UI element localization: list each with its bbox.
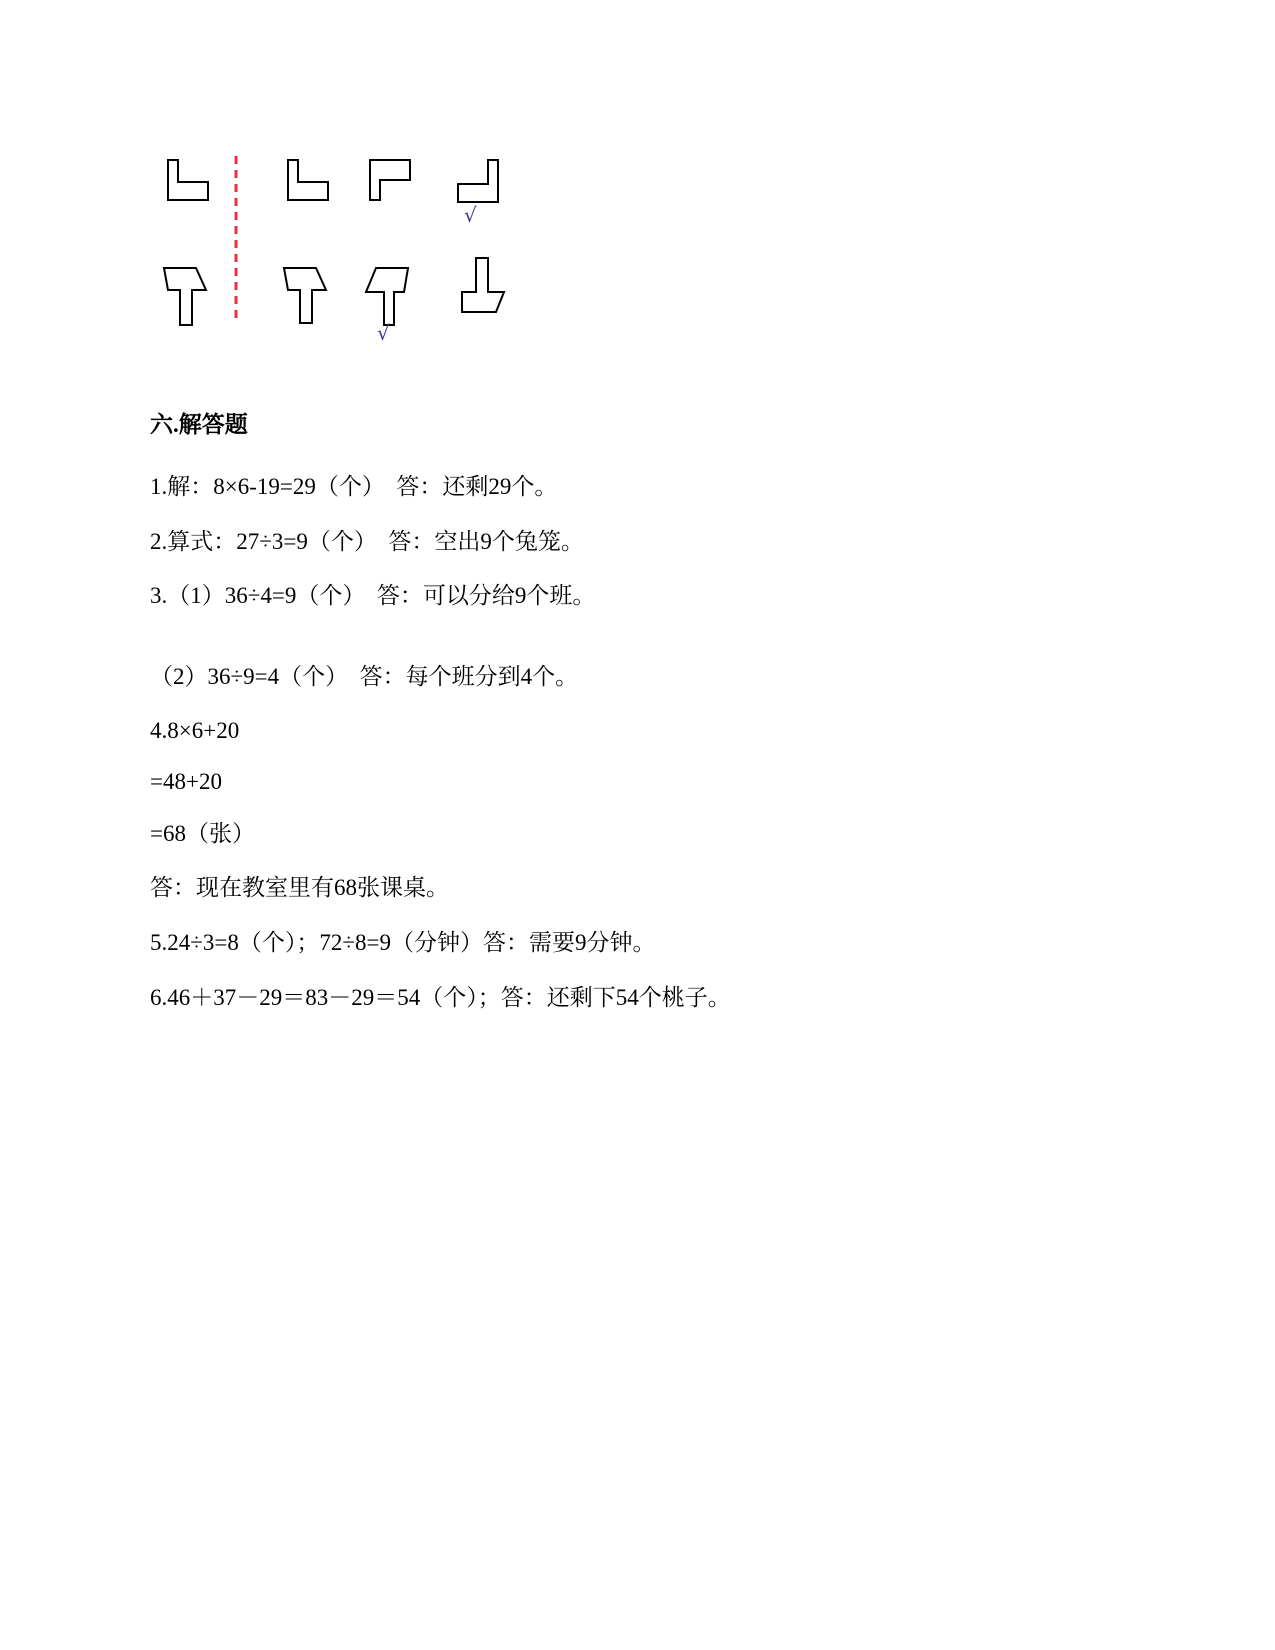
symmetry-figure-svg [150,150,530,360]
hammer-shape-option-2 [366,268,408,325]
l-shape-option-2 [370,160,410,200]
answer-4-line-3: =68（张） [150,821,255,846]
answer-1: 1.解：8×6-19=29（个） 答：还剩29个。 [150,474,558,499]
answer-3-part-2: （2）36÷9=4（个） 答：每个班分到4个。 [150,664,579,689]
answer-4-line-2: =48+20 [150,769,222,794]
answer-3-part-1: 3.（1）36÷4=9（个） 答：可以分给9个班。 [150,583,596,608]
hammer-shape-option-3 [462,258,504,312]
answer-6: 6.46＋37－29＝83－29＝54（个）；答：还剩下54个桃子。 [150,985,731,1010]
answer-5: 5.24÷3=8（个）；72÷8=9（分钟）答：需要9分钟。 [150,930,656,955]
symmetry-figure [150,150,530,360]
hammer-shape-original [164,268,206,325]
check-mark-row1: √ [464,203,477,227]
l-shape-option-3 [458,160,498,202]
hammer-shape-option-1 [284,268,326,323]
answer-4-line-1: 4.8×6+20 [150,718,240,743]
answer-4-conclusion: 答：现在教室里有68张课桌。 [150,875,449,900]
answer-2: 2.算式：27÷3=9（个） 答：空出9个兔笼。 [150,529,584,554]
section-heading: 六.解答题 [150,412,248,437]
l-shape-option-1 [288,160,328,200]
l-shape-original [168,160,208,200]
check-mark-row2: √ [377,321,390,345]
